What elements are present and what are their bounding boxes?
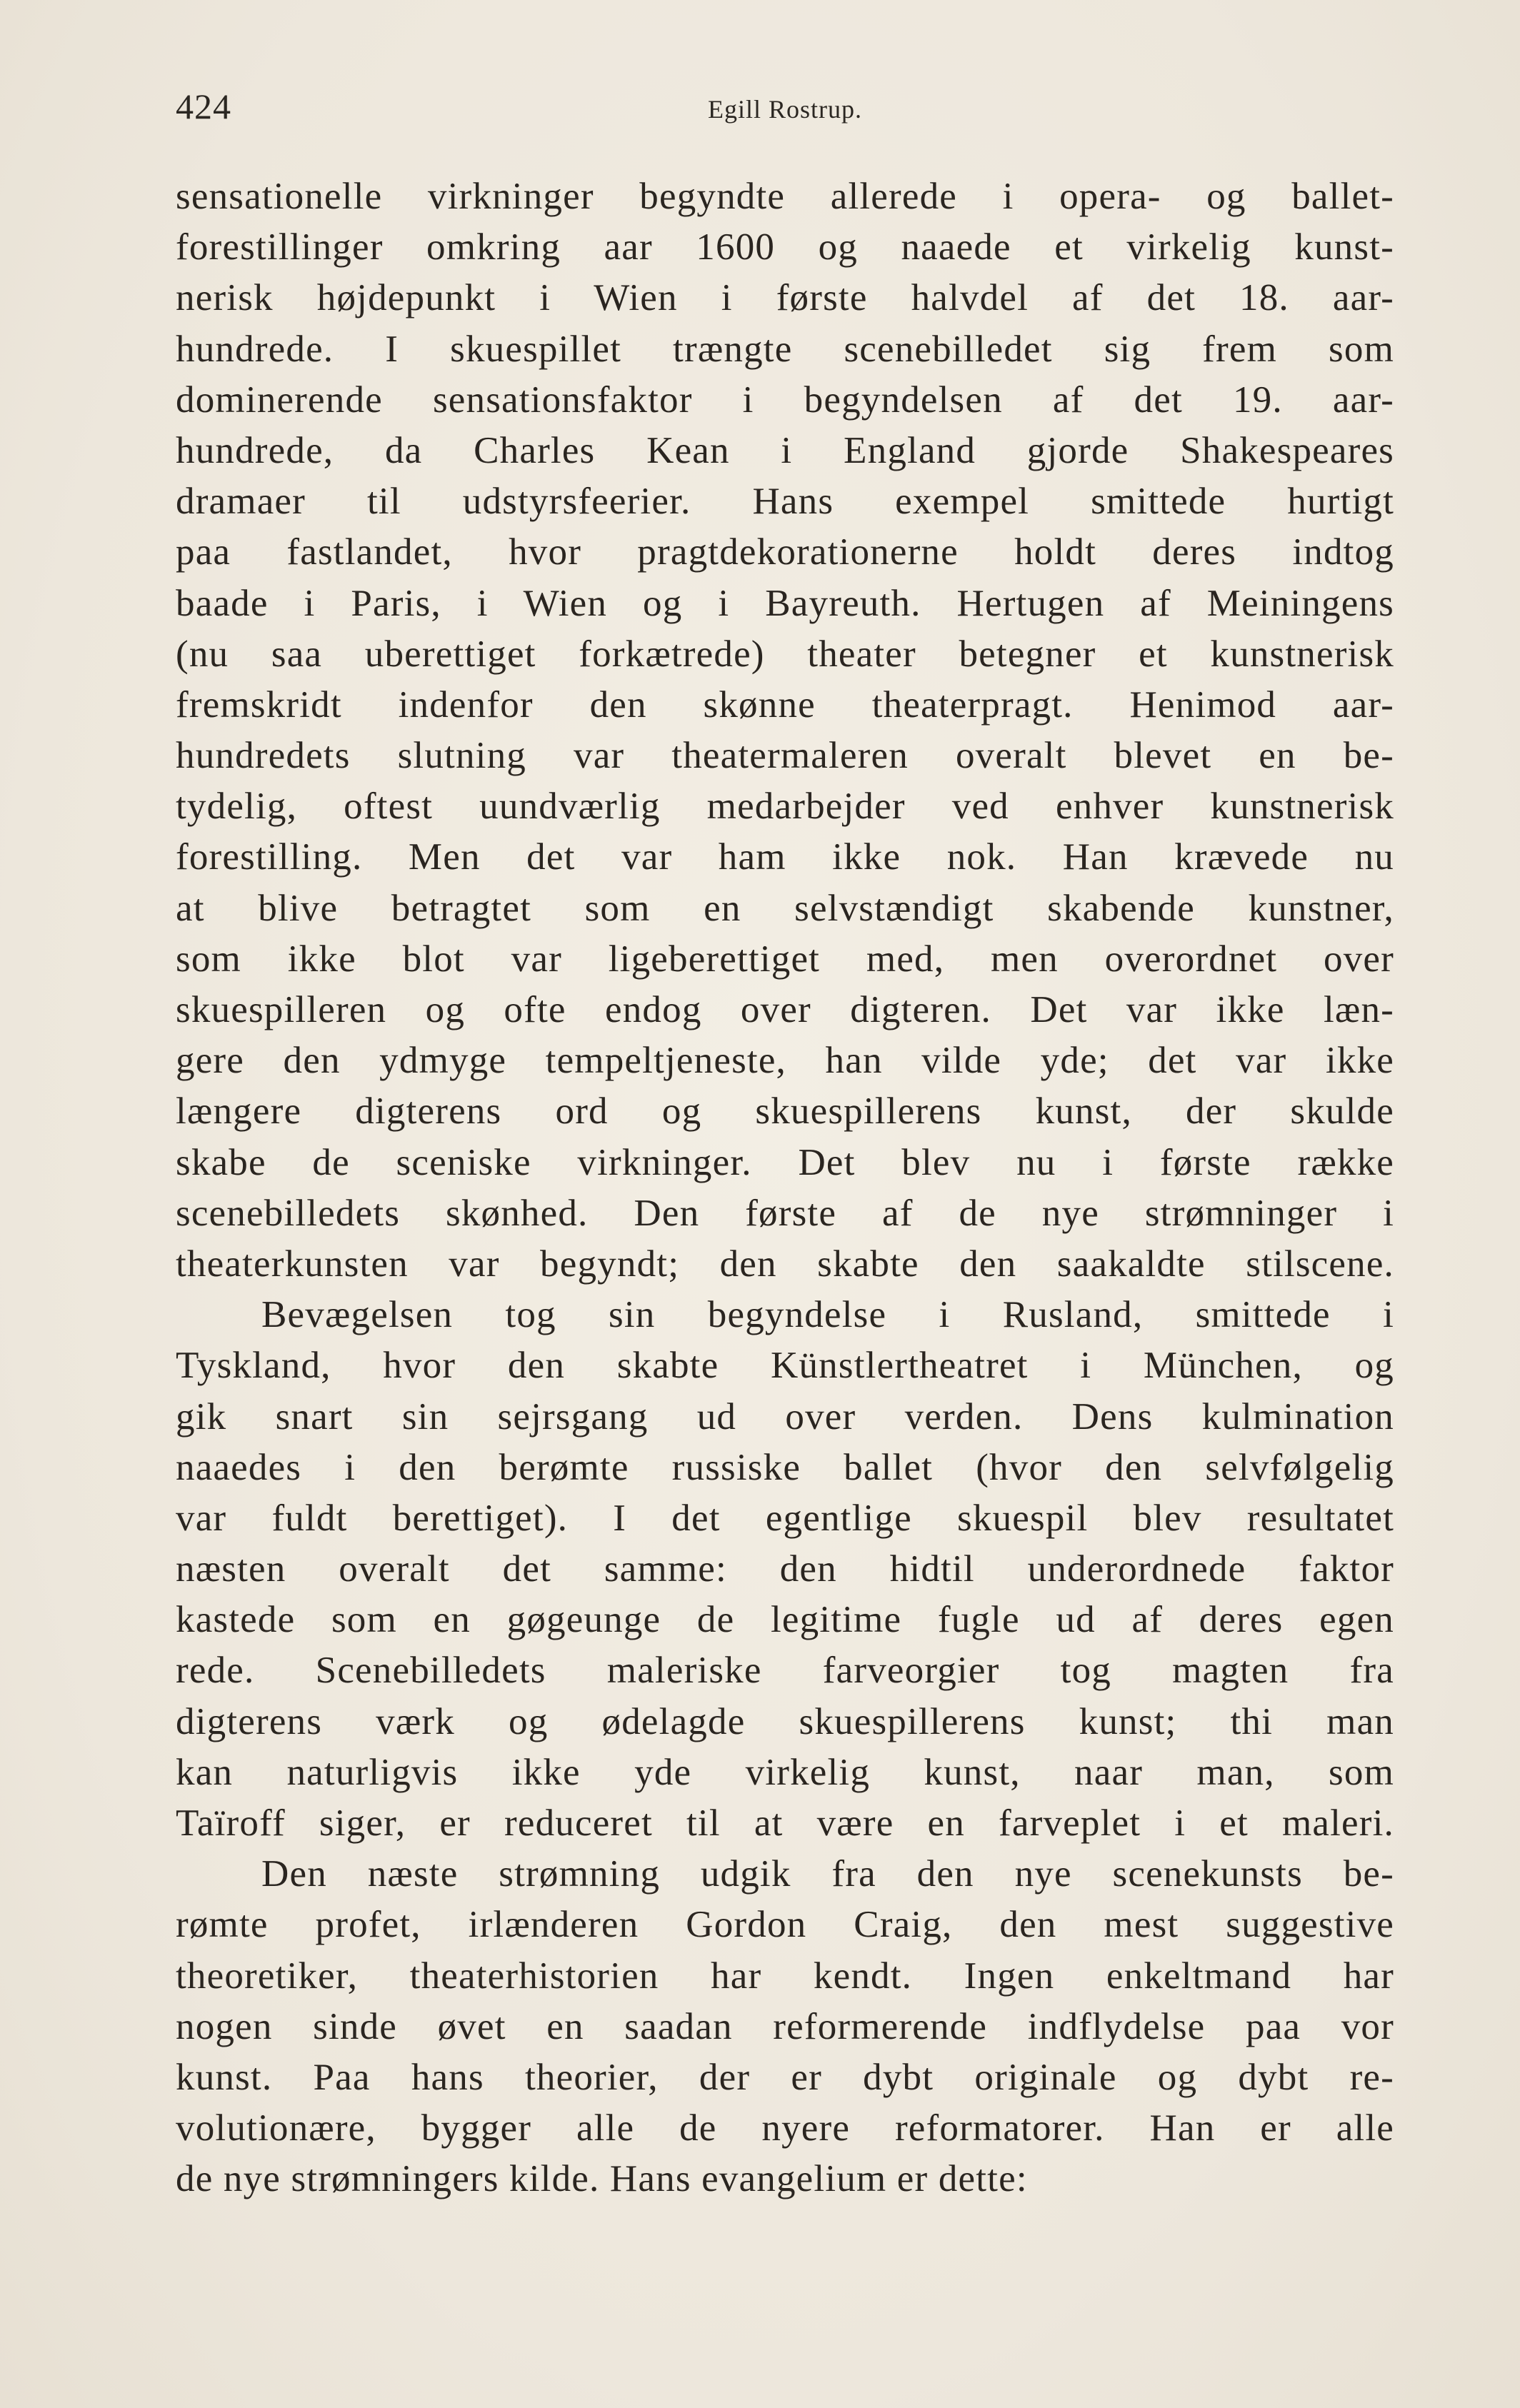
text-line: sensationelle virkninger begyndte allerede i opera- og ballet-	[176, 176, 1394, 217]
text-line: tydelig, oftest uundværlig medarbejder ved enhver kunstnerisk	[176, 786, 1394, 828]
text-line: rede. Scenebilledets maleriske farveorgier tog magten fra	[176, 1650, 1394, 1692]
text-line: (nu saa uberettiget forkætrede) theater betegner et kunstnerisk	[176, 633, 1394, 675]
text-line: Taïroff siger, er reduceret til at være en farveplet i et maleri.	[176, 1802, 1394, 1844]
text-line: kan naturligvis ikke yde virkelig kunst, naar man, som	[176, 1751, 1394, 1793]
text-line: kastede som en gøgeunge de legitime fugle ud af deres egen	[176, 1599, 1394, 1641]
text-line: gere den ydmyge tempeltjeneste, han vilde yde; det var ikke	[176, 1040, 1394, 1082]
text-line: baade i Paris, i Wien og i Bayreuth. Hertugen af Meiningens	[176, 582, 1394, 624]
text-line: hundrede, da Charles Kean i England gjorde Shakespeares	[176, 429, 1394, 471]
text-line: rømte profet, irlænderen Gordon Craig, den mest suggestive	[176, 1904, 1394, 1946]
text-line: Den næste strømning udgik fra den nye scenekunsts be-	[261, 1853, 1394, 1895]
text-line: at blive betragtet som en selvstændigt skabende kunstner,	[176, 887, 1394, 929]
text-line: dominerende sensationsfaktor i begyndelsen af det 19. aar-	[176, 378, 1394, 421]
text-line: dramaer til udstyrsfeerier. Hans exempel smittede hurtigt	[176, 481, 1394, 523]
page-number: 424	[176, 86, 231, 126]
text-line: theaterkunsten var begyndt; den skabte den saakaldte stilscene.	[176, 1243, 1394, 1285]
body-text	[176, 171, 1394, 2205]
text-line: nogen sinde øvet en saadan reformerende indflydelse paa vor	[176, 2005, 1394, 2047]
text-line: volutionære, bygger alle de nyere reformatorer. Han er alle	[176, 2107, 1394, 2149]
text-line: naaedes i den berømte russiske ballet (hvor den selvfølgelig	[176, 1446, 1394, 1488]
text-line: skuespilleren og ofte endog over digteren. Det var ikke læn-	[176, 989, 1394, 1030]
text-line: kunst. Paa hans theorier, der er dybt originale og dybt re-	[176, 2056, 1394, 2098]
text-line: som ikke blot var ligeberettiget med, men overordnet over	[176, 938, 1394, 980]
text-line: længere digterens ord og skuespillerens kunst, der skulde	[176, 1090, 1394, 1133]
text-line: forestilling. Men det var ham ikke nok. Han krævede nu	[176, 836, 1394, 878]
text-line: hundrede. I skuespillet trængte scenebilledet sig frem som	[176, 328, 1394, 370]
page-header	[176, 86, 1394, 143]
text-line: scenebilledets skønhed. Den første af de nye strømninger i	[176, 1192, 1394, 1234]
text-line: Bevægelsen tog sin begyndelse i Rusland, smittede i	[261, 1294, 1394, 1336]
text-line: nerisk højdepunkt i Wien i første halvdel af det 18. aar-	[176, 277, 1394, 319]
text-line: paa fastlandet, hvor pragtdekorationerne holdt deres indtog	[176, 531, 1394, 573]
text-line: fremskridt indenfor den skønne theaterpragt. Henimod aar-	[176, 683, 1394, 726]
text-line: næsten overalt det samme: den hidtil underordnede faktor	[176, 1548, 1394, 1590]
text-line: skabe de sceniske virkninger. Det blev nu i første række	[176, 1141, 1394, 1183]
text-line: gik snart sin sejrsgang ud over verden. Dens kulmination	[176, 1395, 1394, 1438]
text-line: theoretiker, theaterhistorien har kendt. Ingen enkeltmand har	[176, 1955, 1394, 1997]
text-line: var fuldt berettiget). I det egentlige skuespil blev resultatet	[176, 1497, 1394, 1539]
text-line: digterens værk og ødelagde skuespillerens kunst; thi man	[176, 1700, 1394, 1742]
running-head: Egill Rostrup.	[707, 95, 862, 124]
text-line: de nye strømningers kilde. Hans evangelium er dette:	[176, 2158, 1028, 2200]
text-line: forestillinger omkring aar 1600 og naaede et virkelig kunst-	[176, 226, 1394, 269]
text-line: hundredets slutning var theatermaleren overalt blevet en be-	[176, 735, 1394, 777]
text-line: Tyskland, hvor den skabte Künstlertheatret i München, og	[176, 1345, 1394, 1387]
